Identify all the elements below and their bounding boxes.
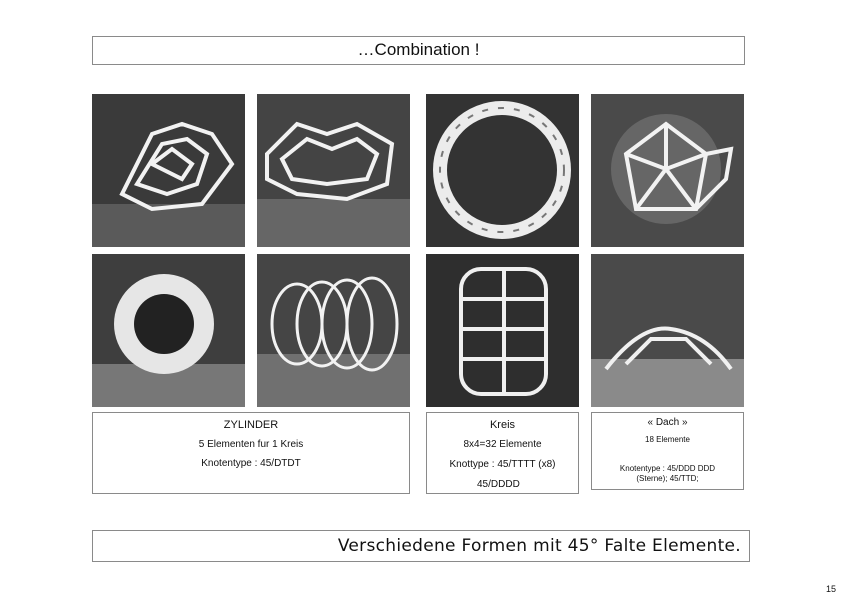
page-number: 15 <box>826 584 837 594</box>
caption-dach-line3: (Sterne); 45/TTD; <box>636 474 699 483</box>
photo-cylinder-side <box>92 94 245 247</box>
caption-zylinder-title: ZYLINDER <box>223 419 279 431</box>
page-title: …Combination ! <box>357 40 480 59</box>
caption-kreis <box>426 412 579 494</box>
photo-cylinder-angle <box>257 254 410 407</box>
caption-dach-line1: 18 Elemente <box>645 435 690 444</box>
footer-caption: Verschiedene Formen mit 45° Falte Elemente. <box>337 536 741 556</box>
footer-caption-box <box>92 530 750 562</box>
caption-zylinder <box>92 412 410 494</box>
caption-kreis-title: Kreis <box>489 419 516 431</box>
caption-dach-title: « Dach » <box>647 417 688 428</box>
caption-dach-line2: Knotentype : 45/DDD DDD <box>619 464 716 473</box>
caption-dach <box>591 412 744 490</box>
photo-dome-perspective <box>591 254 744 407</box>
photo-dome-star-top <box>591 94 744 247</box>
caption-kreis-line2: Knottype : 45/TTTT (x8) <box>449 459 556 470</box>
photo-cylinder-side-2 <box>257 94 410 247</box>
photo-circle-ring <box>426 94 579 247</box>
caption-zylinder-line1: 5 Elementen fur 1 Kreis <box>198 439 304 450</box>
photo-circle-flat <box>426 254 579 407</box>
caption-zylinder-line2: Knotentype : 45/DTDT <box>201 458 301 469</box>
photo-cylinder-front <box>92 254 245 407</box>
title-box <box>92 36 745 65</box>
caption-kreis-line3: 45/DDDD <box>477 479 520 490</box>
caption-kreis-line1: 8x4=32 Elemente <box>463 439 542 450</box>
